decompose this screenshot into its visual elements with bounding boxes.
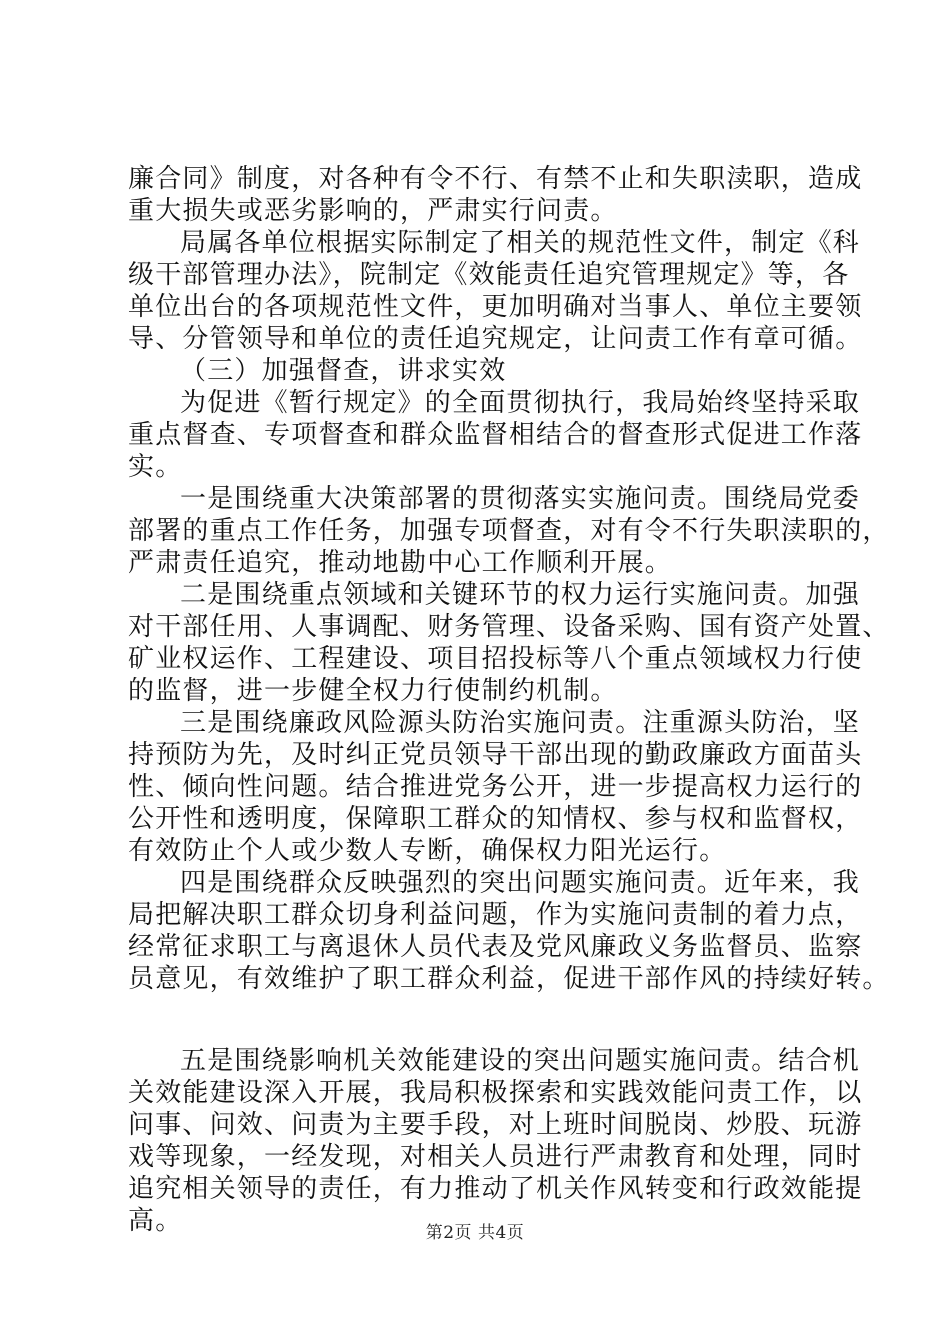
text-line: 实。 [128,452,183,482]
section-heading: （三）加强督查，讲求实效 [180,356,507,386]
paragraph-gap [128,995,828,1045]
text-line: 员意见，有效维护了职工群众利益，促进干部作风的持续好转。 [128,964,890,994]
page-number-footer: 第2页 共4页 [425,1223,525,1243]
text-line: 单位出台的各项规范性文件，更加明确对当事人、单位主要领 [128,292,863,322]
text-line: 局属各单位根据实际制定了相关的规范性文件，制定《科 [180,228,861,258]
text-line: 追究相关领导的责任，有力推动了机关作风转变和行政效能提 [128,1174,863,1204]
text-line: 严肃责任追究，推动地勘中心工作顺利开展。 [128,548,673,578]
text-line: 矿业权运作、工程建设、项目招投标等八个重点领域权力行使 [128,644,863,674]
text-line: 持预防为先，及时纠正党员领导干部出现的勤政廉政方面苗头 [128,740,863,770]
text-line: 廉合同》制度，对各种有令不行、有禁不止和失职渎职，造成 [128,164,863,194]
text-line: 三是围绕廉政风险源头防治实施问责。注重源头防治，坚 [180,708,861,738]
text-line: 局把解决职工群众切身利益问题，作为实施问责制的着力点， [128,900,863,930]
text-line: 五是围绕影响机关效能建设的突出问题实施问责。结合机 [180,1046,861,1076]
text-line: 重大损失或恶劣影响的，严肃实行问责。 [128,196,618,226]
text-line: 戏等现象，一经发现，对相关人员进行严肃教育和处理，同时 [128,1142,863,1172]
text-line: 关效能建设深入开展，我局积极探索和实践效能问责工作，以 [128,1078,863,1108]
text-line: 部署的重点工作任务，加强专项督查，对有令不行失职渎职的， [128,516,890,546]
document-body [128,163,890,1237]
text-line: 问事、问效、问责为主要手段，对上班时间脱岗、炒股、玩游 [128,1110,863,1140]
text-line: 为促进《暂行规定》的全面贯彻执行，我局始终坚持采取 [180,388,861,418]
text-line: 性、倾向性问题。结合推进党务公开，进一步提高权力运行的 [128,772,863,802]
text-line: 有效防止个人或少数人专断，确保权力阳光运行。 [128,836,727,866]
text-line: 对干部任用、人事调配、财务管理、设备采购、国有资产处置、 [128,612,890,642]
text-line: 的监督，进一步健全权力行使制约机制。 [128,676,618,706]
text-line: 导、分管领导和单位的责任追究规定，让问责工作有章可循。 [128,324,863,354]
text-line: 四是围绕群众反映强烈的突出问题实施问责。近年来，我 [180,868,861,898]
text-line: 高。 [128,1206,183,1236]
text-line: 经常征求职工与离退休人员代表及党风廉政义务监督员、监察 [128,932,863,962]
text-line: 一是围绕重大决策部署的贯彻落实实施问责。围绕局党委 [180,484,861,514]
text-line: 二是围绕重点领域和关键环节的权力运行实施问责。加强 [180,580,861,610]
text-line: 重点督查、专项督查和群众监督相结合的督查形式促进工作落 [128,420,863,450]
text-line: 级干部管理办法》，院制定《效能责任追究管理规定》等，各 [128,260,850,290]
text-line: 公开性和透明度，保障职工群众的知情权、参与权和监督权， [128,804,863,834]
